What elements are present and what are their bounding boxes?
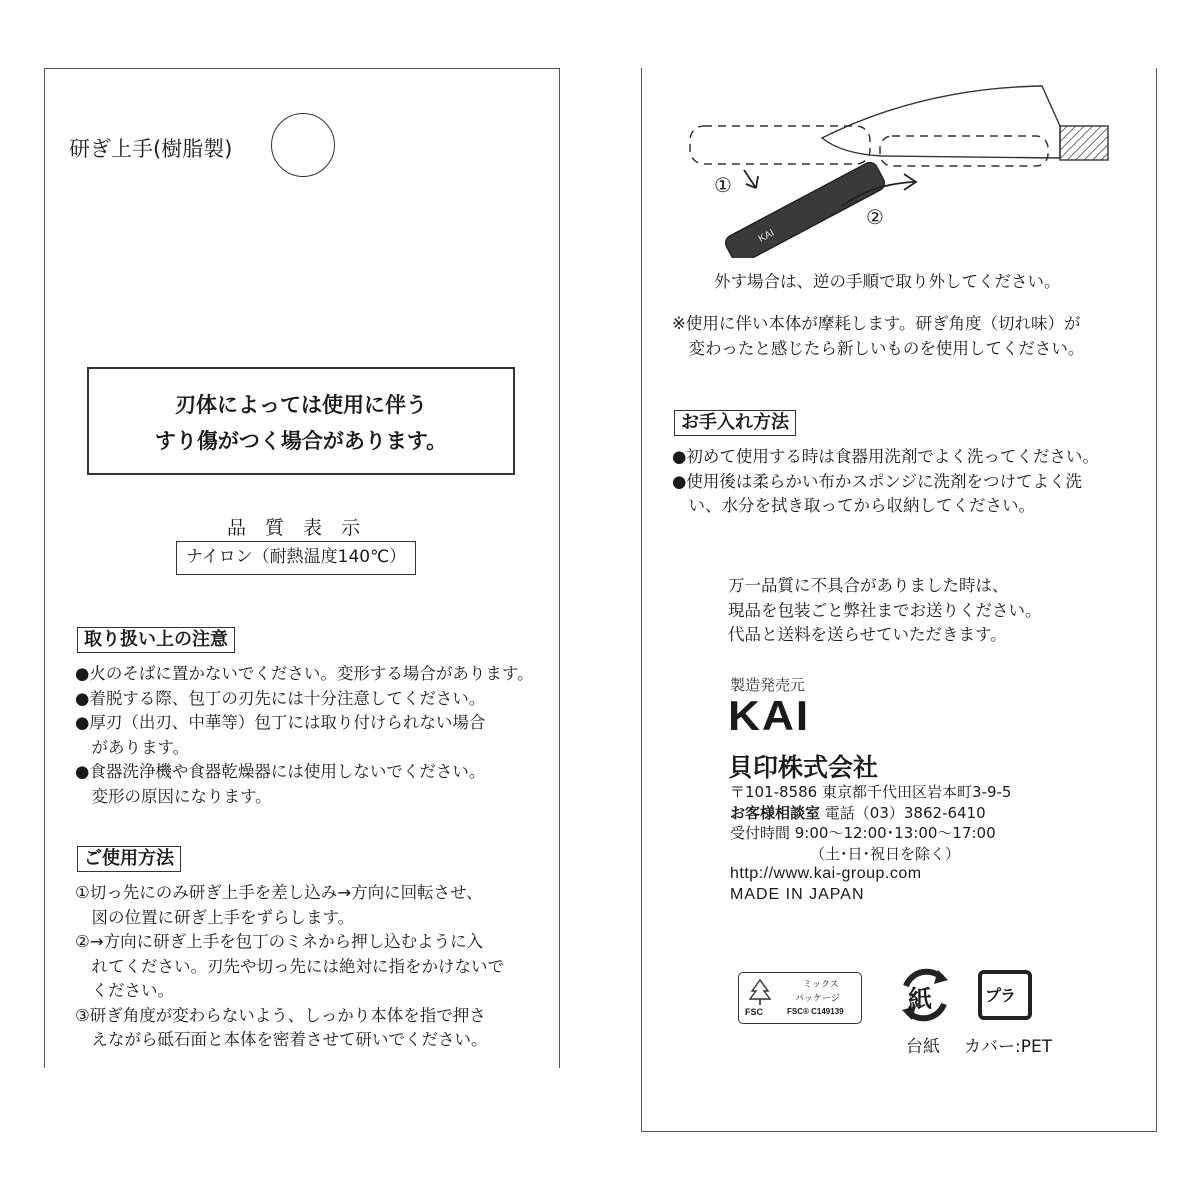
cover-label: カバー:PET (964, 1037, 1053, 1057)
usage-line: ①切っ先にのみ研ぎ上手を差し込み→方向に回転させ、 (75, 883, 483, 902)
hours: 受付時間 9:00〜12:00･13:00〜17:00 (730, 824, 996, 842)
usage-line: ②→方向に研ぎ上手を包丁のミネから押し込むように入 (75, 932, 484, 951)
usage-title: ご使用方法 (77, 846, 181, 872)
usage-line: 図の位置に研ぎ上手をずらします。 (75, 907, 355, 927)
usage-line: れてください。刃先や切っ先には絶対に指をかけないで (75, 956, 504, 976)
quality-title: 品 質 表 示 (227, 517, 361, 539)
step1-marker: ① (714, 173, 732, 197)
plastic-mark-text: プラ (985, 986, 1016, 1005)
warning-box (87, 367, 515, 475)
wear-note-line: ※使用に伴い本体が摩耗します。研ぎ角度（切れ味）が (672, 314, 1081, 333)
handling-line: があります。 (75, 737, 190, 757)
maker-label: 製造発売元 (730, 676, 806, 694)
hours-note: （土･日･祝日を除く） (810, 844, 961, 863)
handling-line: 変形の原因になります。 (75, 786, 272, 806)
handling-line: ●火のそばに置かないでください。変形する場合があります。 (75, 664, 534, 683)
defect-notice (728, 574, 1042, 648)
kai-logo: KAI (728, 692, 811, 739)
removal-note: 外す場合は、逆の手順で取り外してください。 (714, 272, 1061, 291)
phone-row (730, 803, 1011, 824)
fsc-label (738, 972, 862, 1024)
plastic-recycle-mark (978, 970, 1032, 1020)
made-in: MADE IN JAPAN (730, 885, 865, 903)
left-panel (44, 68, 560, 1068)
warning-line-2: すり傷がつく場合があります。 (154, 428, 448, 453)
handling-list (75, 662, 534, 809)
phone-label: お客様相談室 (730, 803, 821, 822)
right-panel (641, 68, 1157, 1132)
paper-mark-char: 紙 (908, 985, 932, 1013)
handling-line: ●食器洗浄機や食器乾燥器には使用しないでください。 (75, 762, 486, 781)
product-label: 研ぎ上手(樹脂製) (69, 137, 233, 161)
fsc-brand: FSC (745, 1007, 763, 1017)
maker-contact (730, 782, 1011, 905)
website-link[interactable]: http://www.kai-group.com (730, 865, 922, 882)
handling-line: ●厚刃（出刃、中華等）包丁には取り付けられない場合 (75, 713, 486, 732)
fsc-code: FSC® C149139 (787, 1007, 844, 1016)
warning-line-1: 刃体によっては使用に伴う (175, 392, 427, 417)
tool-ghost-position-2 (880, 136, 1048, 166)
paper-label: 台紙 (906, 1037, 940, 1057)
care-line: ●使用後は柔らかい布かスポンジに洗剤をつけてよく洗 (672, 471, 1082, 491)
checkbox-circle (271, 113, 335, 177)
tool-mark: KAI (756, 227, 777, 245)
care-line: ●初めて使用する時は食器用洗剤でよく洗ってください。 (672, 447, 1099, 466)
knife-handle (1060, 126, 1108, 160)
defect-line: 代品と送料を送らせていただきます。 (728, 625, 1007, 644)
paper-recycle-mark (894, 964, 956, 1026)
defect-line: 現品を包装ごと弊社までお送りください。 (728, 600, 1042, 620)
usage-diagram (682, 78, 1122, 258)
company-name: 貝印株式会社 (728, 753, 879, 782)
step2-marker: ② (866, 205, 884, 229)
tool-ghost-position-1 (690, 126, 870, 164)
fsc-tree-icon (745, 977, 775, 1007)
usage-list (75, 881, 504, 1053)
wear-note-line: 変わったと感じたら新しいものを使用してください。 (672, 338, 1085, 358)
care-title: お手入れ方法 (674, 410, 796, 436)
usage-line: ③研ぎ角度が変わらないよう、しっかり本体を指で押さ (75, 1005, 486, 1025)
handling-line: ●着脱する際、包丁の刃先には十分注意してください。 (75, 688, 486, 708)
usage-line: ください。 (75, 981, 174, 1000)
fsc-mix: ミックス (803, 980, 839, 990)
care-list (672, 445, 1099, 519)
handling-title: 取り扱い上の注意 (77, 627, 235, 653)
wear-note (672, 312, 1084, 361)
phone-number: 電話（03）3862-6410 (824, 803, 986, 822)
care-line: い、水分を拭き取ってから収納してください。 (672, 496, 1035, 515)
address: 〒101-8586 東京都千代田区岩本町3-9-5 (730, 783, 1012, 801)
material-box: ナイロン（耐熱温度140℃） (176, 541, 416, 575)
defect-line: 万一品質に不具合がありました時は、 (728, 576, 1009, 595)
knife-blade-outline (822, 86, 1060, 158)
fsc-package: パッケージ (795, 994, 840, 1004)
usage-line: えながら砥石面と本体を密着させて研いでください。 (75, 1030, 488, 1049)
down-arrow-icon (744, 170, 758, 188)
